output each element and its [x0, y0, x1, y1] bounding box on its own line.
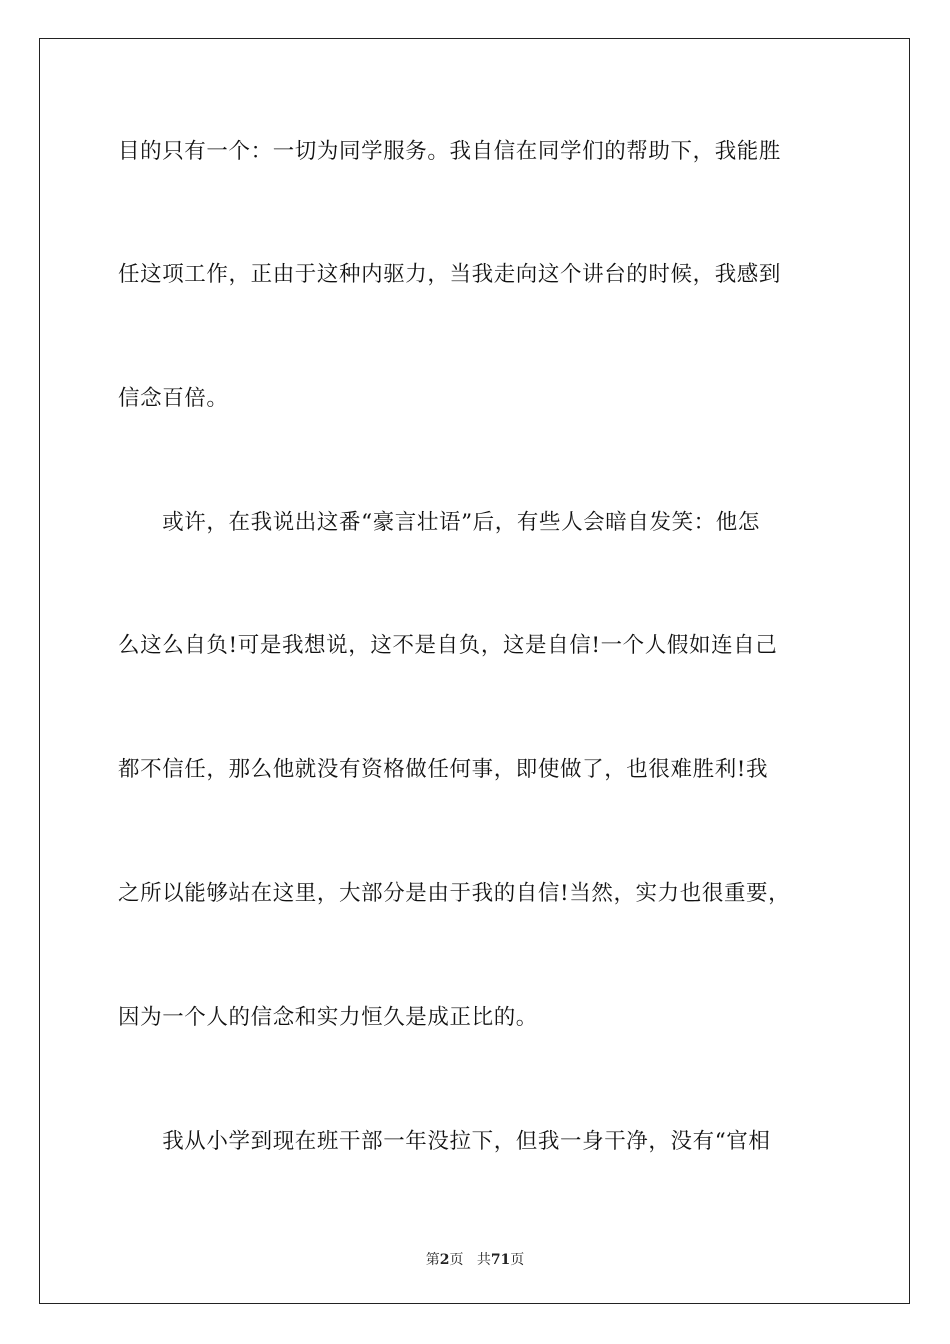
total-suffix: 页 — [510, 1252, 525, 1268]
text-line: 目的只有一个：一切为同学服务。我自信在同学们的帮助下，我能胜 — [118, 139, 782, 164]
text-line: 之所以能够站在这里，大部分是由于我的自信!当然，实力也很重要， — [118, 881, 791, 906]
text-line: 我从小学到现在班干部一年没拉下，但我一身干净，没有“官相 — [118, 1129, 771, 1154]
page-border — [39, 38, 910, 1304]
text-line: 都不信任，那么他就没有资格做任何事，即使做了，也很难胜利!我 — [118, 757, 769, 782]
page-prefix: 第 — [425, 1252, 440, 1268]
total-pages: 71 — [490, 1252, 511, 1268]
text-line: 任这项工作，正由于这种内驱力，当我走向这个讲台的时候，我感到 — [118, 262, 782, 287]
text-line: 么这么自负!可是我想说，这不是自负，这是自信!一个人假如连自己 — [118, 633, 778, 658]
total-prefix: 共 — [476, 1252, 491, 1268]
text-line: 或许，在我说出这番“豪言壮语”后，有些人会暗自发笑：他怎 — [118, 510, 760, 535]
text-line: 信念百倍。 — [118, 386, 229, 411]
page-number: 2 — [439, 1252, 450, 1268]
text-line: 因为一个人的信念和实力恒久是成正比的。 — [118, 1005, 538, 1030]
page-footer — [0, 1249, 950, 1269]
page-suffix: 页 — [449, 1252, 464, 1268]
